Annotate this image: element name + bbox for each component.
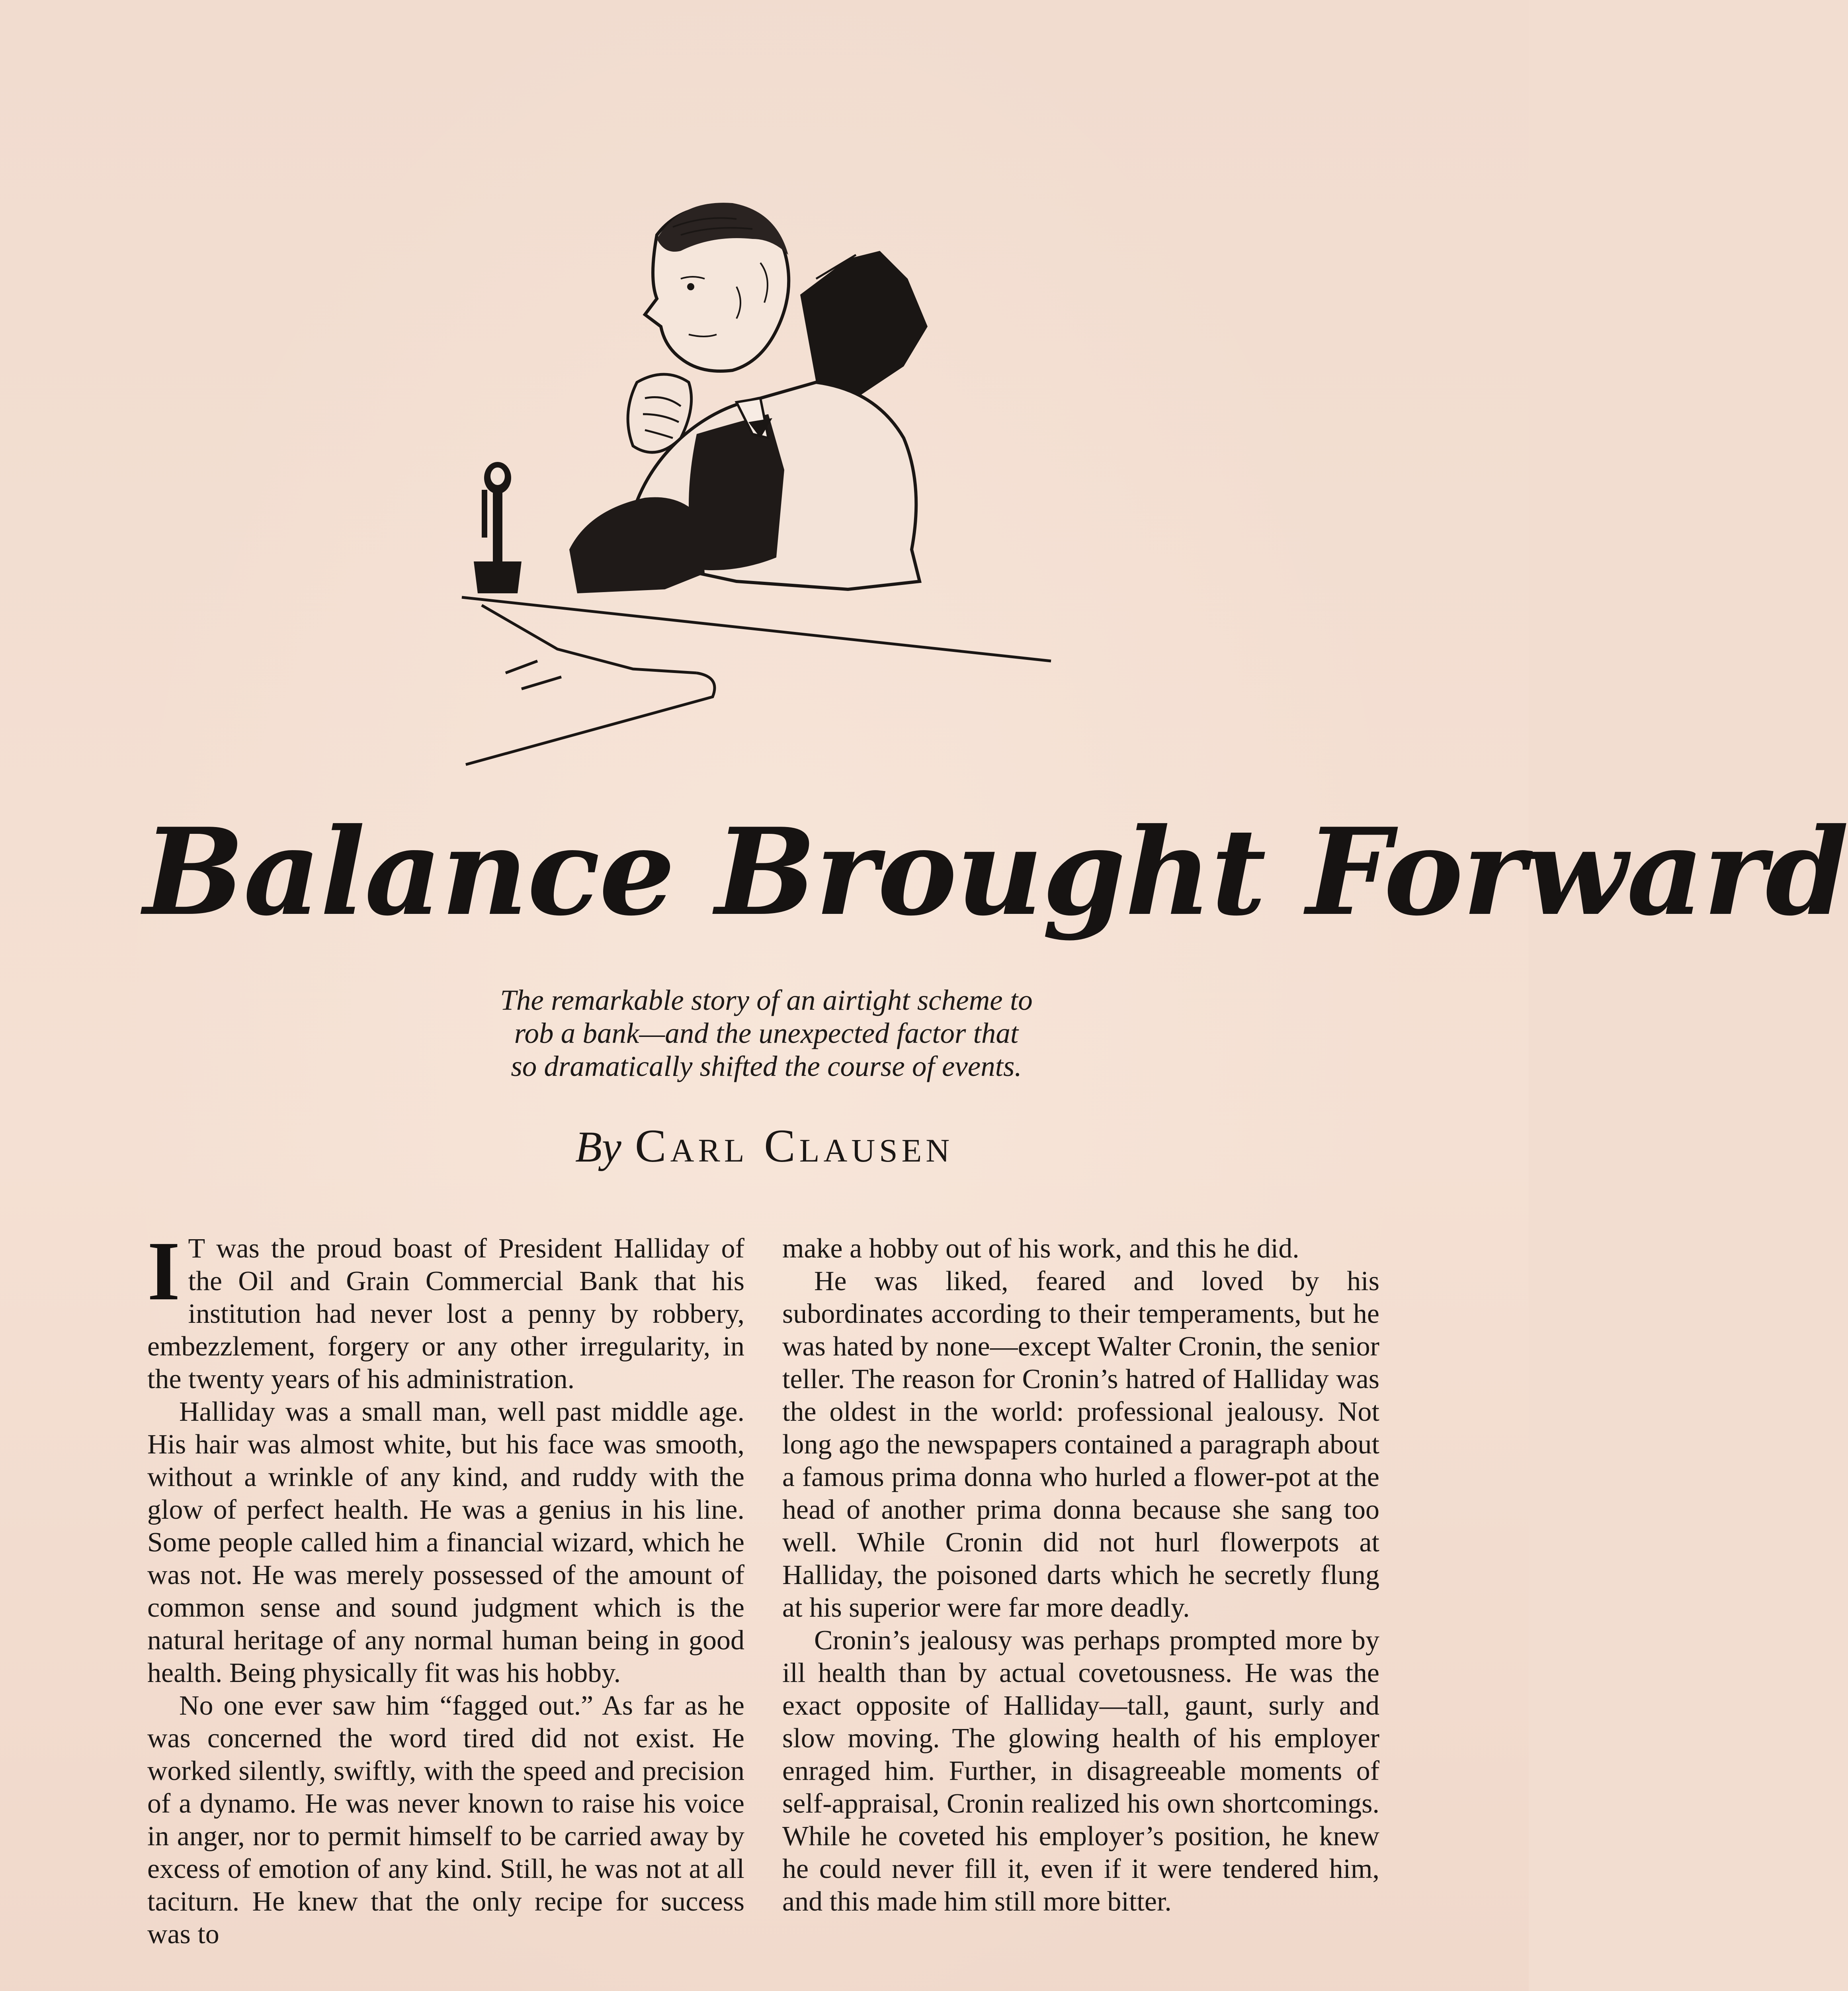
author-name: Carl Clausen — [635, 1120, 954, 1172]
man-at-desk-illustration — [458, 159, 1079, 765]
paragraph: Cronin’s jealousy was perhaps prompted more by ill health than by actual covetousness. He was the exact opposite of Halliday—tall, gaunt, surly and slow moving. The glowing health of his employer enraged him. Further, in disagreeable moments of self-appraisal, Cronin realized his own shortcomings. While he coveted his employer’s position, he knew he could never fill it, even if it were tendered him, and this made him still more bitter. — [782, 1625, 1379, 1917]
paragraph: He was liked, feared and loved by his subordinates according to their temperaments, but he was hated by none—except Walter Cronin, the senior teller. The reason for Cronin’s hatred of Halliday was the oldest in the world: professional jealousy. Not long ago the newspapers contained a paragraph about a famous prima donna who hurled a flower-pot at the head of another prima donna because she sang too well. While Cronin did not hurl flowerpots at Halliday, the poisoned darts which he secretly flung at his superior were far more deadly. — [782, 1266, 1379, 1623]
text-column-left — [147, 1224, 744, 1991]
paragraph-text: T was the proud boast of President Halliday of the Oil and Grain Commercial Bank that his institution had never lost a penny by robbery, embezzlement, forgery or any other irregularity, in the twenty years of his administration. — [147, 1233, 744, 1394]
subtitle-line: so dramatically shifted the course of events. — [511, 1050, 1022, 1082]
paragraph: make a hobby out of his work, and this he did. — [782, 1233, 1299, 1264]
drop-cap: I — [147, 1224, 180, 1318]
byline-prefix: By — [575, 1123, 621, 1171]
paragraph: No one ever saw him “fagged out.” As far as he was concerned the word tired did not exist. He worked silently, swiftly, with the speed and precision of a dynamo. He was never known to raise his voice in anger, nor to permit himself to be carried away by excess of emotion of any kind. Still, he was not at all taciturn. He knew that the only recipe for success was to — [147, 1690, 744, 1950]
subtitle-line: rob a bank—and the unexpected factor that — [514, 1017, 1019, 1049]
text-column-right — [782, 1232, 1379, 1991]
paragraph — [147, 1224, 744, 1396]
byline — [398, 1119, 1131, 1179]
paragraph: Halliday was a small man, well past middle age. His hair was almost white, but his face was smooth, without a wrinkle of any kind, and ruddy with the glow of perfect health. He was a genius in his line. Some people called him a financial wizard, which he was not. He was merely possessed of the amount of common sense and sound judgment which is the natural heritage of any normal human being in good health. Being physically fit was his hobby. — [147, 1396, 744, 1688]
article-subtitle — [418, 984, 1115, 1087]
subtitle-line: The remarkable story of an airtight scheme to — [500, 984, 1033, 1016]
article-title: Balance Brought Forward — [143, 802, 1848, 942]
